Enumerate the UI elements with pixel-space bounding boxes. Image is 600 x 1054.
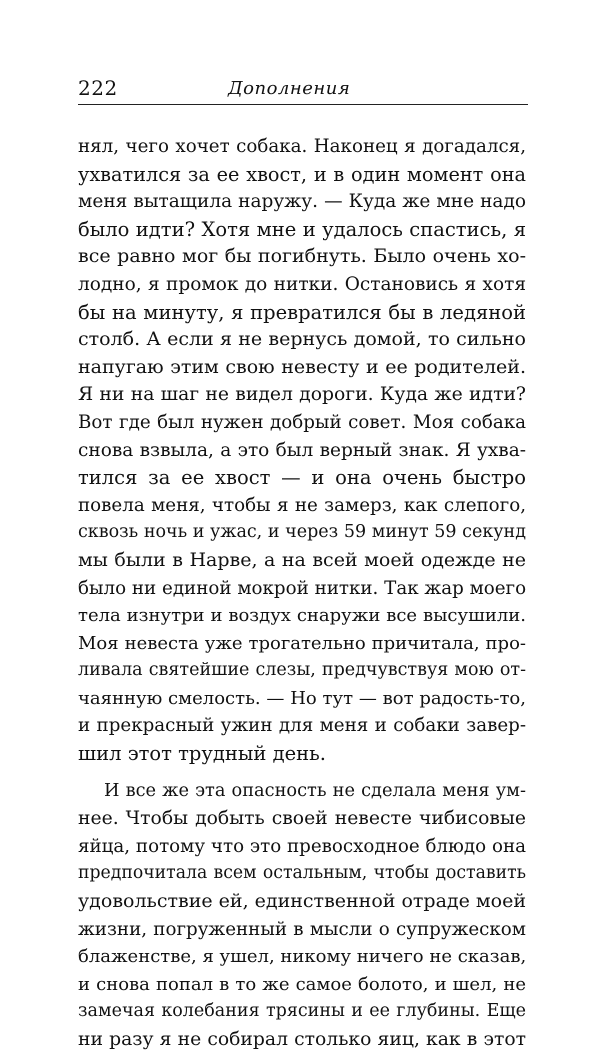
text-line: предпочитала всем остальным, чтобы доставить bbox=[78, 863, 526, 884]
text-line: шил этот трудный день. bbox=[78, 742, 326, 766]
text-line: ни разу я не собирал столько яиц, как в этот bbox=[78, 1029, 526, 1050]
text-line: удовольствие ей, единственной отраде моей bbox=[78, 890, 526, 913]
text-line: нее. Чтобы добыть своей невесте чибисовые bbox=[78, 808, 526, 830]
text-line: лодно, я промок до нитки. Остановись я хотя bbox=[78, 273, 526, 295]
text-line: Моя невеста уже трогательно причитала, про- bbox=[78, 632, 526, 654]
text-line: меня вытащила наружу. — Куда же мне надо bbox=[78, 191, 526, 213]
running-head: Дополнения bbox=[228, 78, 351, 99]
text-line: нял, чего хочет собака. Наконец я догадался, bbox=[78, 136, 526, 157]
text-line: бы на минуту, я превратился бы в ледяной bbox=[78, 300, 526, 324]
text-line: и снова попал в то же самое болото, и шел, не bbox=[78, 973, 526, 995]
text-line: было ни единой мокрой нитки. Так жар моего bbox=[78, 577, 526, 599]
text-line: чаянную смелость. — Но тут — вот радость-то, bbox=[78, 687, 526, 709]
text-line: тился за ее хвост — и она очень быстро bbox=[78, 466, 526, 490]
body-text bbox=[78, 133, 526, 1054]
text-line: сквозь ночь и ужас, и через 59 минут 59 секунд bbox=[78, 522, 526, 543]
text-line: мы были в Нарве, а на всей моей одежде не bbox=[78, 548, 526, 571]
text-line: замечая колебания трясины и ее глубины. Еще bbox=[78, 1001, 526, 1022]
text-line: тела изнутри и воздух снаружи все высушили. bbox=[78, 605, 526, 627]
text-line: блаженстве, я ушел, никому ничего не сказав, bbox=[78, 946, 526, 968]
text-line: ливала святейшие слезы, предчувствуя мою от- bbox=[78, 660, 526, 681]
text-line: повела меня, чтобы я не замерз, как слепого, bbox=[78, 494, 526, 516]
text-line: было идти? Хотя мне и удалось спастись, я bbox=[78, 217, 526, 241]
text-line: все равно мог бы погибнуть. Было очень хо- bbox=[78, 245, 526, 268]
text-line: жизни, погруженный в мысли о супружеском bbox=[78, 918, 526, 940]
text-line: ухватился за ее хвост, и в один момент она bbox=[78, 162, 526, 186]
text-line: снова взвыла, а это был верный знак. Я ухва- bbox=[78, 439, 526, 461]
paragraph-2 bbox=[78, 778, 526, 1054]
text-line: И все же эта опасность не сделала меня ум- bbox=[104, 780, 526, 801]
page-number: 222 bbox=[78, 76, 118, 100]
text-line: Вот где был нужен добрый совет. Моя собака bbox=[78, 411, 526, 433]
page-header bbox=[78, 74, 528, 106]
text-line: напугаю этим свою невесту и ее родителей. bbox=[78, 355, 526, 378]
paragraph-gap bbox=[78, 768, 526, 778]
paragraph-1 bbox=[78, 133, 526, 768]
text-line: и прекрасный ужин для меня и собаки завер- bbox=[78, 715, 526, 737]
text-line: яйца, потому что это превосходное блюдо она bbox=[78, 835, 526, 857]
text-line: Я ни на шаг не видел дороги. Куда же идти? bbox=[78, 384, 526, 406]
text-line: столб. А если я не вернусь домой, то сильно bbox=[78, 328, 526, 351]
header-rule bbox=[78, 104, 528, 105]
